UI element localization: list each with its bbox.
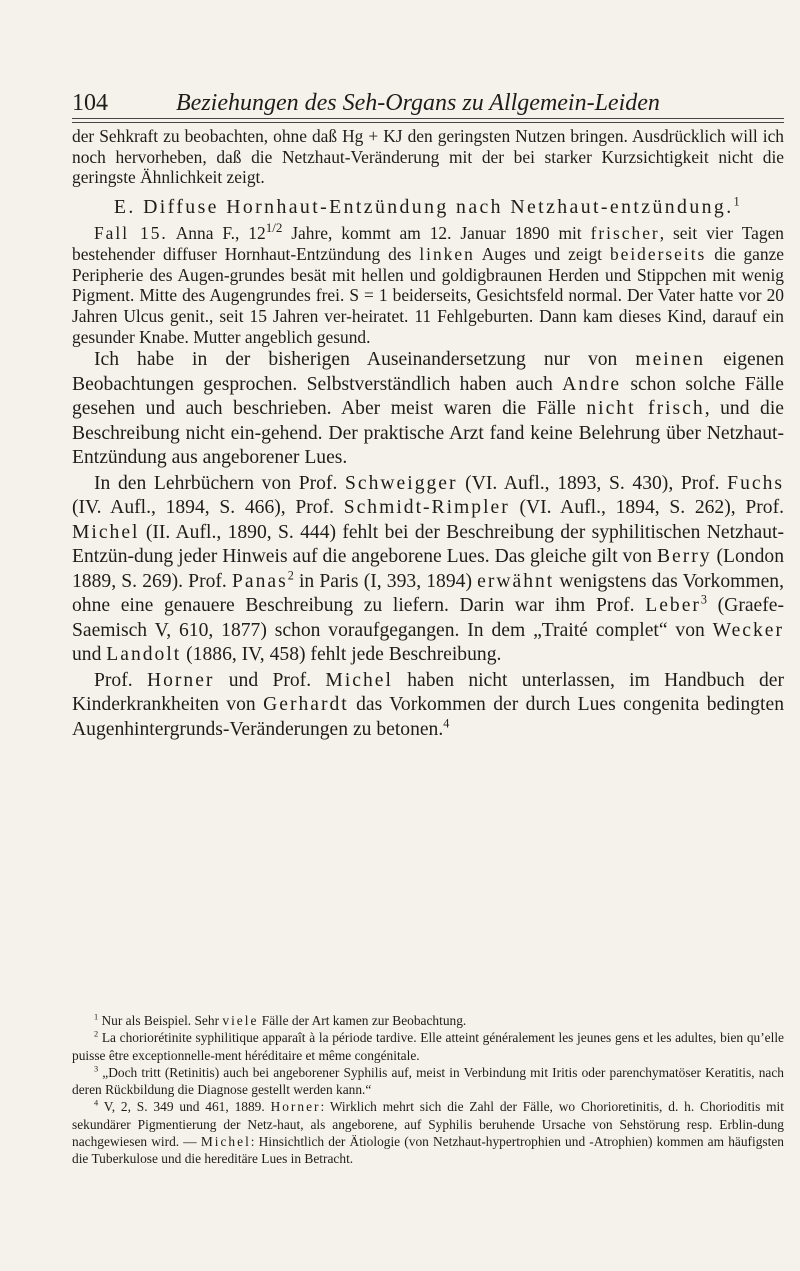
paragraph-own-observations: [72, 348, 784, 471]
paragraph-text: in Paris (I, 393, 1894): [293, 570, 478, 592]
paragraph-text: (VI. Aufl., 1894, S. 262), Prof.: [509, 497, 784, 519]
author-name: Panas: [231, 570, 288, 592]
spaced-emphasis: beiderseits: [609, 243, 707, 264]
paragraph-text: wenigstens das Vorkommen, ohne eine genauere Beschreibung zu liefern. Darin war ihm Prof.: [72, 570, 784, 617]
author-name: Michel: [325, 669, 393, 691]
case-paragraph: [72, 220, 785, 347]
intro-paragraph: [72, 126, 784, 188]
page-number: 104: [72, 90, 108, 116]
paragraph-text: und: [72, 644, 107, 666]
footnote-2: [72, 1029, 784, 1064]
body-text: [72, 126, 784, 742]
spaced-emphasis: erwähnt: [477, 570, 555, 592]
intro-text: der Sehkraft zu beobachten, ohne daß Hg + KJ den geringsten Nutzen bringen. Ausdrücklich will ich noch hervorheben, daß die Netzhaut-Veränderung mit der bei starker Kurzsichtigkeit nicht die geringste Ähnlichkeit zeigt.: [72, 126, 784, 188]
paragraph-textbooks: [72, 472, 784, 668]
spaced-emphasis: linken: [419, 243, 475, 264]
footnote-text: V, 2, S. 349 und 461, 1889.: [98, 1099, 271, 1115]
footnote-number: 4: [94, 1099, 99, 1109]
paragraph-text: (II. Aufl., 1890, S. 444) fehlt bei der Beschreibung der syphilitischen Netzhaut-Entzün-dung jeder Hinweis auf die angeborene Lues. Das gleiche gilt von: [72, 521, 784, 568]
footnote-ref-1: 1: [733, 194, 743, 209]
age-fraction: 1/2: [265, 220, 283, 236]
author-name: Gerhardt: [263, 694, 349, 716]
paragraph-text: Prof.: [94, 669, 147, 691]
spaced-emphasis: meinen: [635, 349, 706, 371]
author-name: Michel: [72, 521, 140, 543]
author-name: Wecker: [712, 619, 784, 641]
paragraph-text: (VI. Aufl., 1893, S. 430), Prof.: [457, 472, 728, 494]
paragraph-text: (IV. Aufl., 1894, S. 466), Prof.: [72, 497, 344, 519]
footnote-number: 3: [94, 1064, 99, 1074]
spaced-emphasis: Andre: [562, 373, 622, 395]
paragraph-text: (Graefe-Saemisch V, 610, 1877) schon voraufgegangen. In dem „Traité complet“ von: [72, 595, 784, 641]
author-name: Leber: [645, 595, 701, 617]
spaced-emphasis: frischer: [590, 223, 660, 244]
page-header: [72, 90, 784, 118]
paragraph-text: schon solche Fälle gesehen und auch beschrieben. Aber meist waren die Fälle: [72, 373, 784, 420]
footnote-text: : Wirklich mehrt sich die Zahl der Fälle, wo Chorioretinitis, d. h. Chorioditis mit sekundärer Pigmentierung der Netz-haut, als angeborene, auf Syphilis beruhende Ursache von Sehstörung resp. Erblin-dung nachgewiesen wird. —: [72, 1099, 784, 1150]
footnote-text: „Doch tritt (Retinitis) auch bei angeborener Syphilis auf, meist in Verbindung mit Iritis oder parenchymatöser Keratitis, nach deren Rückbildung die Diagnose gestellt werden kann.“: [72, 1064, 784, 1098]
footnote-text: : Hinsichtlich der Ätiologie (von Netzhaut-hypertrophien und -Atrophien) kommen am häufigsten die Tuberkulose und die hereditäre Lues in Betracht.: [72, 1134, 784, 1167]
spaced-emphasis: nicht frisch: [586, 398, 705, 420]
paragraph-text: und Prof.: [214, 669, 326, 691]
paragraph-text: In den Lehrbüchern von Prof.: [94, 472, 346, 494]
spaced-emphasis: viele: [222, 1013, 259, 1028]
footnote-number: 2: [94, 1029, 99, 1039]
footnote-number: 1: [94, 1012, 99, 1022]
header-rule-top: [72, 118, 784, 119]
paragraph-handbook: [72, 669, 784, 743]
case-text: die ganze Peripherie des Augen-grundes besät mit hellen und goldigbraunen Herden und Stippchen mit wenig Pigment. Mitte des Augengrundes frei. S = 1 beiderseits, Gesichtsfeld normal. Der Vater hatte vor 20 Jahren Ulcus genit., seit 15 Jahren ver-heiratet. 11 Fehlgeburten. Dann kam dieses Kind, darauf ein gesunder Knabe. Mutter angeblich gesund.: [72, 243, 785, 347]
footnote-1: [72, 1012, 784, 1029]
author-name: Berry: [656, 546, 712, 568]
author-name: Schmidt-Rimpler: [343, 497, 510, 519]
footnote-3: [72, 1064, 784, 1099]
paragraph-text: Ich habe in der bisherigen Auseinandersetzung nur von: [94, 349, 636, 371]
section-heading: [72, 196, 784, 219]
footnote-text: Nur als Beispiel. Sehr: [98, 1013, 223, 1028]
case-text: , seit vier Tagen bestehender diffuser Hornhaut-Entzündung des: [72, 223, 785, 264]
paragraph-text: (1886, IV, 458) fehlt jede Beschreibung.: [181, 644, 502, 666]
footnotes: [72, 1012, 784, 1168]
footnote-ref-3: 3: [700, 592, 707, 607]
author-name: Horner: [146, 669, 215, 691]
footnote-text: Fälle der Art kamen zur Beobachtung.: [258, 1013, 467, 1028]
case-text: Anna F., 12: [175, 223, 266, 244]
author-name: Schweigger: [345, 472, 458, 494]
paragraph-text: das Vorkommen der durch Lues congenita bedingten Augenhintergrunds-Veränderungen zu betonen.: [72, 694, 784, 740]
author-name: Landolt: [106, 644, 182, 666]
paragraph-text: eigenen Beobachtungen gesprochen. Selbstverständlich haben auch: [72, 349, 784, 395]
case-text: Auges und zeigt: [474, 243, 610, 264]
running-title: Beziehungen des Seh-Organs zu Allgemein-Leiden: [176, 90, 660, 116]
case-text: Jahre, kommt am 12. Januar 1890 mit: [282, 223, 591, 244]
paragraph-text: haben nicht unterlassen, im Handbuch der Kinderkrankheiten von: [72, 669, 785, 716]
case-label: Fall 15.: [94, 223, 168, 244]
footnote-text: La choriorétinite syphilitique apparaît à la période tardive. Elle atteint généralement les jeunes gens et les adultes, bien qu’elle puisse être exceptionnelle-ment héréditaire et même congénitale.: [72, 1030, 784, 1063]
paragraph-text: (London 1889, S. 269). Prof.: [72, 546, 784, 592]
footnote-4: [72, 1098, 784, 1167]
author-name: Michel: [200, 1134, 251, 1150]
footnote-ref-4: 4: [443, 716, 450, 731]
header-rule-bottom: [72, 122, 784, 123]
footnote-ref-2: 2: [287, 568, 294, 583]
author-name: Fuchs: [727, 472, 784, 494]
paragraph-text: , und die Beschreibung nicht ein-gehend. Der praktische Arzt fand keine Belehrung über Netzhaut-Entzündung aus angeborener Lues.: [72, 398, 784, 469]
section-heading-text: E. Diffuse Hornhaut-Entzündung nach Netzhaut-entzündung.: [113, 196, 734, 219]
author-name: Horner: [270, 1099, 321, 1115]
